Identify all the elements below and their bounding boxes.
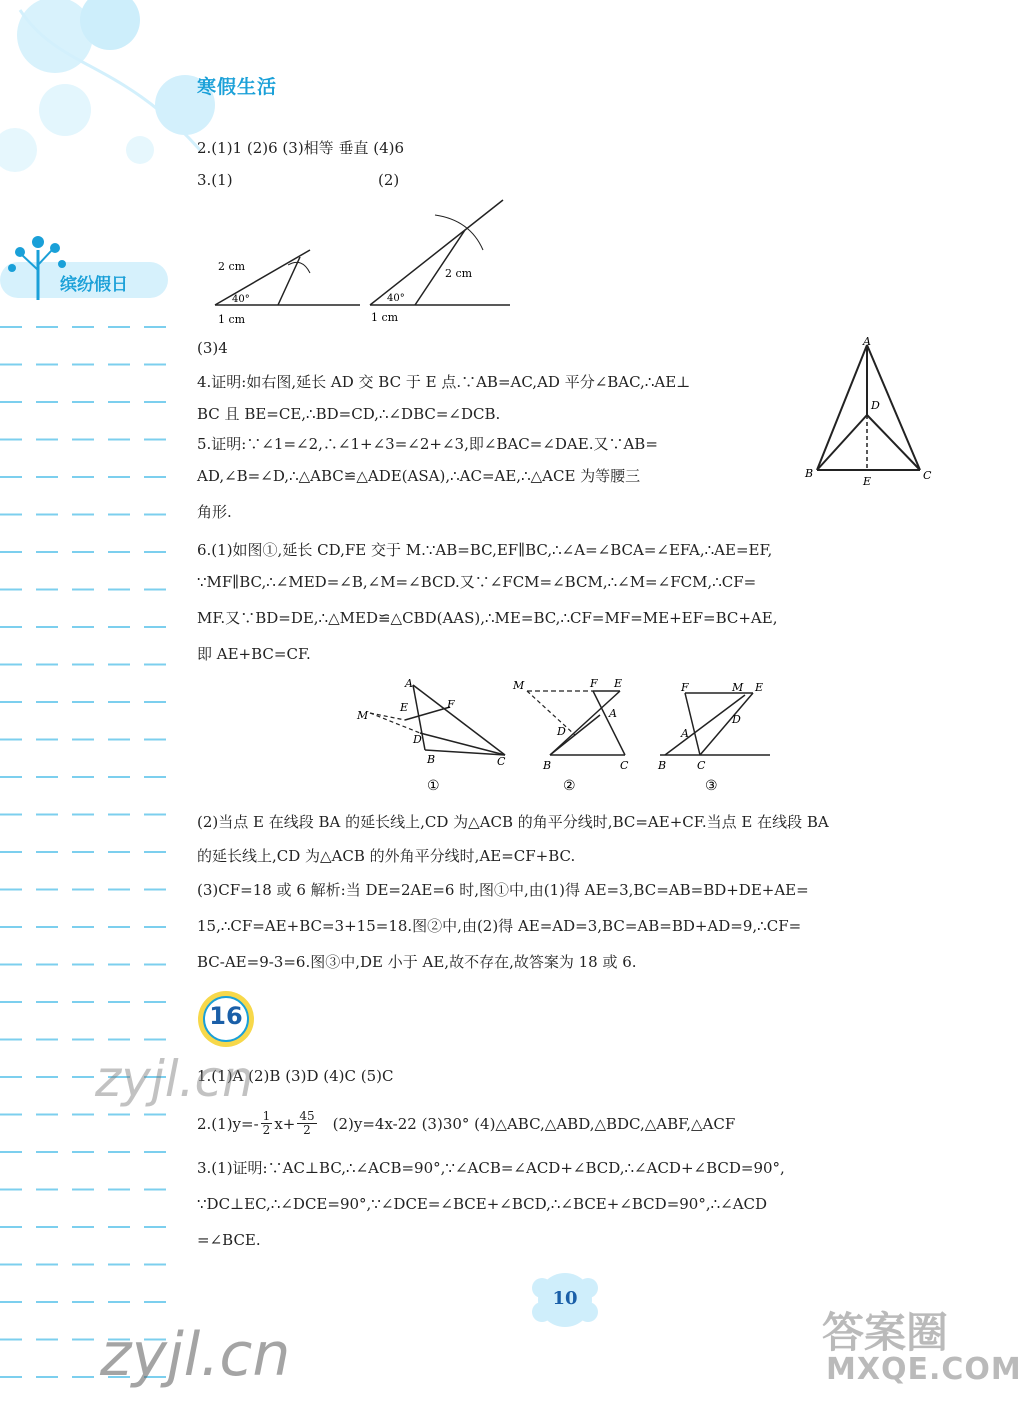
- figure-3-2: [365, 195, 515, 330]
- answer-4-line1: 4.证明:如右图,延长 AD 交 BC 于 E 点.∵AB=AC,AD 平分∠BAC,∴AE⊥: [197, 373, 691, 391]
- figure-caption: ①: [427, 778, 440, 794]
- svg-text:M: M: [513, 679, 525, 692]
- s16-answer-3-line2: ∵DC⊥EC,∴∠DCE=90°,∵∠DCE=∠BCE+∠BCD,∴∠BCE+∠BCD=90°,∴∠ACD: [197, 1195, 768, 1213]
- answer-3-3: (3)4: [197, 339, 228, 357]
- answer-6-line2: ∵MF∥BC,∴∠MED=∠B,∠M=∠BCD.又∵∠FCM=∠BCM,∴∠M=∠FCM,∴CF=: [197, 573, 757, 591]
- answer-3-2: (2): [378, 171, 400, 189]
- figure-caption: ③: [705, 778, 718, 794]
- answer-4-line2: BC 且 BE=CE,∴BD=CD,∴∠DBC=∠DCB.: [197, 405, 501, 423]
- figure-caption: ②: [563, 778, 576, 794]
- watermark: zyjl.cn: [95, 1050, 254, 1108]
- figure-6-group: [355, 675, 780, 795]
- angle-label: 40°: [387, 293, 405, 304]
- margin-dashes: [0, 322, 175, 1402]
- svg-text:B: B: [543, 759, 552, 772]
- point-label: E: [863, 475, 872, 488]
- s16-answer-3-line3: =∠BCE.: [197, 1231, 261, 1249]
- svg-text:C: C: [697, 759, 706, 772]
- answer-5-line3: 角形.: [197, 503, 232, 521]
- answer-6-3-line2: 15,∴CF=AE+BC=3+15=18.图②中,由(2)得 AE=AD=3,BC=AB=BD+AD=9,∴CF=: [197, 917, 802, 935]
- figure-6-3: [657, 681, 770, 794]
- fraction: 1 2: [262, 1109, 271, 1137]
- len-label: 1 cm: [218, 313, 246, 326]
- figure-3-1: [210, 245, 370, 330]
- svg-text:D: D: [732, 713, 741, 726]
- svg-text:E: E: [755, 681, 764, 694]
- s16-answer-2: 2.(1)y=- 1 2 x+ $\frac{45}{2}$ (2)y=4x-22 (3)30° (4)△ABC,△ABD,△BDC,△ABF,△ACF: [197, 1109, 736, 1137]
- svg-text:B: B: [427, 753, 436, 766]
- answer-6-line1: 6.(1)如图①,延长 CD,FE 交于 M.∵AB=BC,EF∥BC,∴∠A=∠BCA=∠EFA,∴AE=EF,: [197, 541, 773, 559]
- svg-text:D: D: [557, 725, 566, 738]
- svg-text:F: F: [447, 698, 455, 711]
- svg-text:B: B: [658, 759, 667, 772]
- fraction: $\frac{45}{2}$: [299, 1109, 315, 1137]
- point-label: B: [805, 467, 814, 480]
- svg-text:A: A: [609, 707, 617, 720]
- len-label: 1 cm: [371, 311, 399, 324]
- answer-6-line3: MF.又∵BD=DE,∴△MED≌△CBD(AAS),∴ME=BC,∴CF=MF=ME+EF=BC+AE,: [197, 609, 778, 627]
- point-label: D: [871, 399, 880, 412]
- watermark: 答案圈: [822, 1308, 949, 1357]
- answer-6-3-line1: (3)CF=18 或 6 解析:当 DE=2AE=6 时,图①中,由(1)得 AE=3,BC=AB=BD+DE+AE=: [197, 881, 809, 899]
- answer-5-line2: AD,∠B=∠D,∴△ABC≌△ADE(ASA),∴AC=AE,∴△ACE 为等腰三: [197, 467, 641, 485]
- figure-6-2: [512, 677, 629, 794]
- s16-answer-1: 1.(1)A (2)B (3)D (4)C (5)C: [197, 1067, 394, 1085]
- figure-6-1: [356, 677, 506, 794]
- svg-text:C: C: [497, 755, 506, 768]
- watermark: MXQE.COM: [826, 1352, 1022, 1387]
- svg-text:F: F: [590, 677, 598, 690]
- angle-label: 40°: [232, 294, 250, 305]
- answer-2: 2.(1)1 (2)6 (3)相等 垂直 (4)6: [197, 139, 405, 157]
- svg-text:D: D: [413, 733, 422, 746]
- answer-6-2-line1: (2)当点 E 在线段 BA 的延长线上,CD 为△ACB 的角平分线时,BC=AE+CF.当点 E 在线段 BA: [197, 813, 829, 831]
- watermark: zyjl.cn: [100, 1320, 291, 1390]
- svg-text:A: A: [405, 677, 413, 690]
- svg-text:M: M: [357, 709, 369, 722]
- len-label: 2 cm: [445, 267, 473, 280]
- point-label: A: [863, 335, 871, 348]
- svg-text:E: E: [614, 677, 623, 690]
- answer-5-line1: 5.证明:∵∠1=∠2,∴∠1+∠3=∠2+∠3,即∠BAC=∠DAE.又∵AB=: [197, 435, 658, 453]
- svg-text:C: C: [620, 759, 629, 772]
- point-label: C: [923, 469, 932, 482]
- figure-4: [805, 335, 940, 490]
- header-title: 寒假生活: [197, 76, 278, 98]
- answer-6-3-line3: BC-AE=9-3=6.图③中,DE 小于 AE,故不存在,故答案为 18 或 6.: [197, 953, 637, 971]
- answer-6-2-line2: 的延长线上,CD 为△ACB 的外角平分线时,AE=CF+BC.: [197, 847, 576, 865]
- s16-answer-3-line1: 3.(1)证明:∵AC⊥BC,∴∠ACB=90°,∵∠ACB=∠ACD+∠BCD,∴∠ACD+∠BCD=90°,: [197, 1159, 785, 1177]
- section-number: 16: [209, 1002, 243, 1030]
- answer-6-line4: 即 AE+BC=CF.: [197, 645, 311, 663]
- len-label: 2 cm: [218, 260, 246, 273]
- svg-text:M: M: [732, 681, 744, 694]
- side-label: 缤纷假日: [60, 275, 128, 295]
- svg-text:A: A: [681, 727, 689, 740]
- page-number: 10: [552, 1288, 578, 1309]
- svg-text:E: E: [400, 701, 409, 714]
- answer-3-1: 3.(1): [197, 171, 233, 189]
- svg-text:F: F: [681, 681, 689, 694]
